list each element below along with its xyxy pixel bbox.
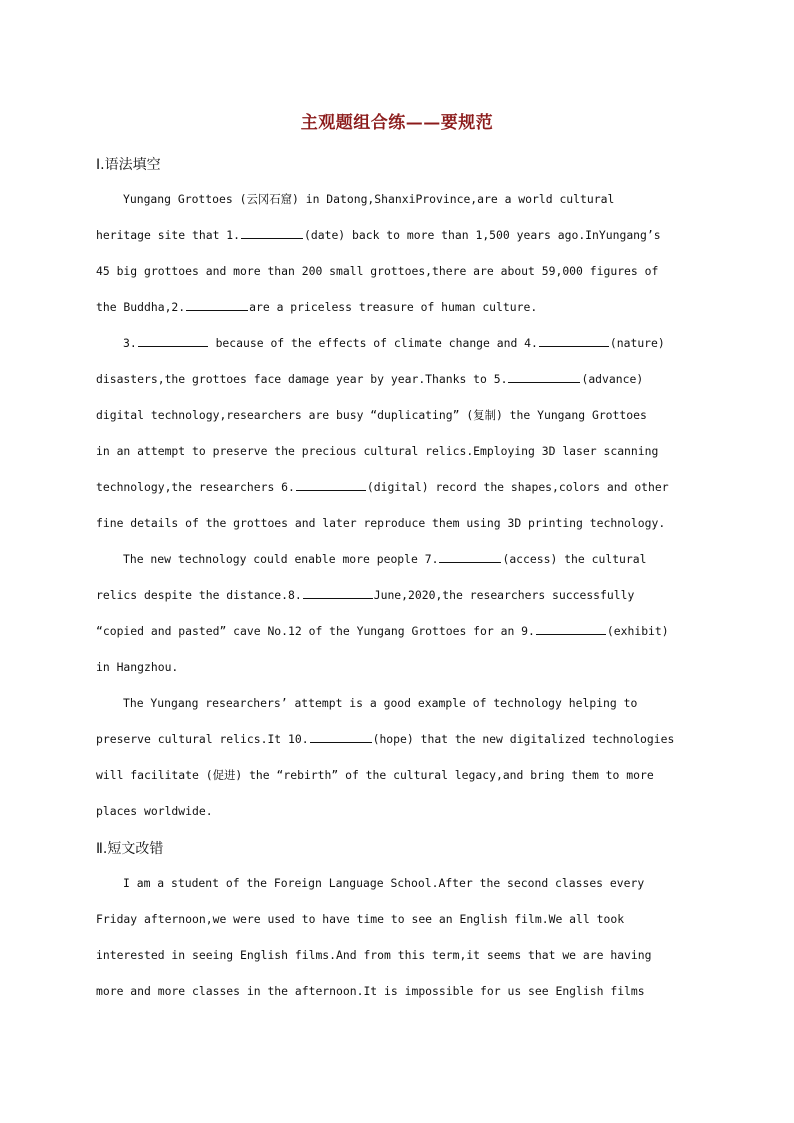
line-text: “copied and pasted” cave No.12 of the Yungang Grottoes for an 9. [96, 624, 535, 638]
answer-blank-7[interactable] [439, 552, 501, 563]
answer-blank-5[interactable] [508, 372, 580, 383]
passage-line [123, 874, 723, 892]
line-text: in an attempt to preserve the precious cultural relics.Employing 3D laser scanning [96, 444, 659, 458]
line-text: fine details of the grottoes and later reproduce them using 3D printing technology. [96, 516, 666, 530]
line-text: (hope) that the new digitalized technologies [372, 732, 675, 746]
passage-line [96, 982, 696, 1000]
passage-line [96, 442, 696, 460]
section-heading-grammar-fill: Ⅰ.语法填空 [96, 157, 161, 173]
passage-line [96, 478, 696, 496]
answer-blank-10[interactable] [310, 732, 372, 743]
answer-blank-9[interactable] [536, 624, 606, 635]
line-text: technology,the researchers 6. [96, 480, 295, 494]
passage-line [96, 730, 696, 748]
line-text: are a priceless treasure of human culture. [249, 300, 538, 314]
line-text: in Hangzhou. [96, 660, 179, 674]
passage-line [96, 226, 696, 244]
line-text: relics despite the distance.8. [96, 588, 302, 602]
answer-blank-4[interactable] [539, 336, 609, 347]
line-text: Friday afternoon,we were used to have time to see an English film.We all took [96, 912, 625, 926]
page-title: 主观题组合练——要规范 [300, 113, 494, 133]
answer-blank-8[interactable] [303, 588, 373, 599]
line-text: heritage site that 1. [96, 228, 241, 242]
passage-line [123, 190, 723, 208]
line-text: (exhibit) [606, 624, 669, 638]
answer-blank-6[interactable] [296, 480, 366, 491]
line-text: (digital) record the shapes,colors and other [366, 480, 669, 494]
passage-line [96, 262, 696, 280]
line-text: interested in seeing English films.And from this term,it seems that we are having [96, 948, 652, 962]
passage-line [96, 370, 696, 388]
line-text: more and more classes in the afternoon.It is impossible for us see English films [96, 984, 645, 998]
line-text: (nature) [609, 336, 665, 350]
passage-line [123, 334, 723, 352]
passage-line [96, 406, 696, 424]
passage-line [96, 298, 696, 316]
passage-line [96, 802, 696, 820]
line-text: because of the effects of climate change and 4. [208, 336, 538, 350]
passage-line [96, 658, 696, 676]
line-text: digital technology,researchers are busy “duplicating” (复制) the Yungang Grottoes [96, 408, 647, 422]
passage-line [96, 946, 696, 964]
line-text: (date) back to more than 1,500 years ago.InYungang’s [304, 228, 661, 242]
passage-line [96, 766, 696, 784]
line-text: June,2020,the researchers successfully [373, 588, 635, 602]
line-text: disasters,the grottoes face damage year by year.Thanks to 5. [96, 372, 508, 386]
line-text: (advance) [581, 372, 644, 386]
answer-blank-2[interactable] [186, 300, 248, 311]
answer-blank-1[interactable] [241, 228, 303, 239]
passage-line [96, 622, 696, 640]
passage-line [96, 586, 696, 604]
line-text: will facilitate (促进) the “rebirth” of the cultural legacy,and bring them to more [96, 768, 654, 782]
answer-blank-3[interactable] [138, 336, 208, 347]
line-text: the Buddha,2. [96, 300, 186, 314]
section-heading-error-correction: Ⅱ.短文改错 [96, 841, 164, 857]
line-text: preserve cultural relics.It 10. [96, 732, 309, 746]
passage-line [96, 910, 696, 928]
line-text: I am a student of the Foreign Language School.After the second classes every [123, 876, 645, 890]
passage-line [123, 550, 723, 568]
line-text: The Yungang researchers’ attempt is a good example of technology helping to [123, 696, 638, 710]
passage-line [123, 694, 723, 712]
line-text: The new technology could enable more people 7. [123, 552, 439, 566]
passage-line [96, 514, 696, 532]
line-text: Yungang Grottoes (云冈石窟) in Datong,ShanxiProvince,are a world cultural [123, 192, 615, 206]
line-text: 45 big grottoes and more than 200 small grottoes,there are about 59,000 figures of [96, 264, 659, 278]
line-text: (access) the cultural [502, 552, 647, 566]
line-text: 3. [123, 336, 137, 350]
line-text: places worldwide. [96, 804, 213, 818]
